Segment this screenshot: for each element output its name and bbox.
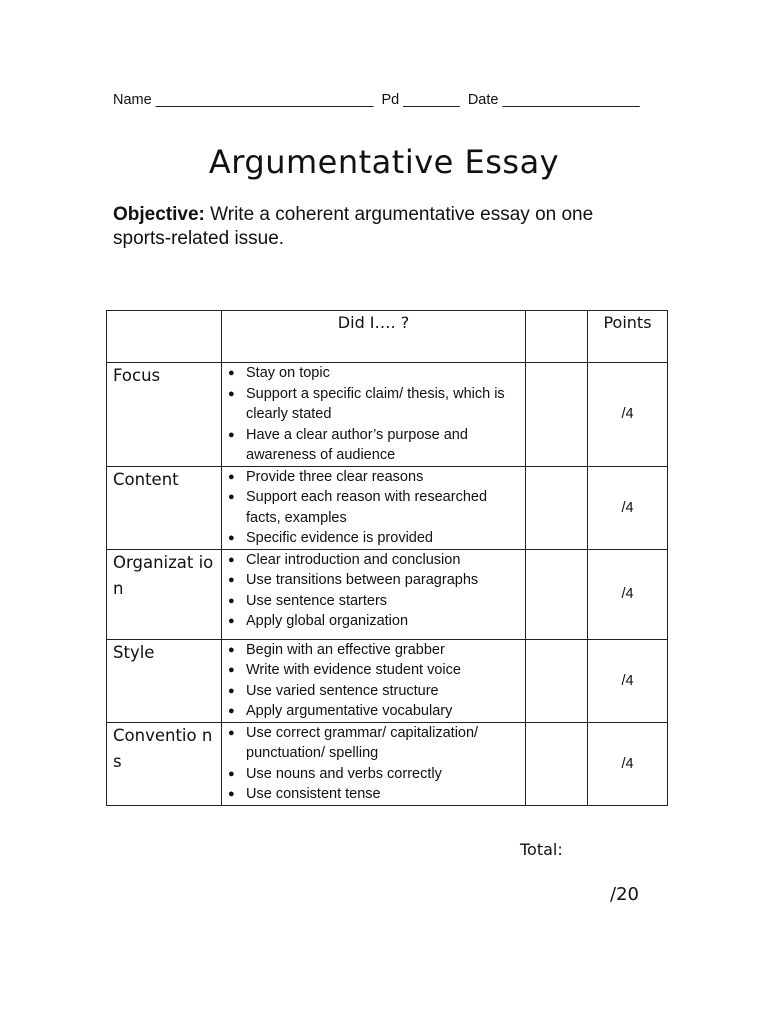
rubric-table [106, 310, 668, 806]
category-content: Content [107, 466, 222, 549]
total-value[interactable]: /20 [610, 884, 639, 905]
blank-cell [526, 466, 588, 549]
criteria-cell [222, 549, 526, 639]
list-item: ● Begin with an effective grabber [222, 640, 525, 661]
date-label: Date [467, 92, 499, 108]
list-item: ● Specific evidence is provided [222, 528, 525, 549]
criteria-cell [222, 363, 526, 467]
list-item: ● Apply global organization [222, 611, 525, 632]
category-focus: Focus [107, 363, 222, 467]
criteria-cell [222, 722, 526, 805]
category-style: Style [107, 639, 222, 722]
date-blank[interactable]: _________________ [502, 92, 640, 108]
objective [113, 203, 653, 251]
list-item: ● Write with evidence student voice [222, 660, 525, 681]
blank-cell [526, 639, 588, 722]
pd-label: Pd [381, 92, 400, 108]
student-info-line [113, 92, 640, 108]
blank-cell [526, 363, 588, 467]
points-cell[interactable]: /4 [588, 363, 668, 467]
total-label: Total: [520, 840, 563, 859]
header-cell-blank [107, 311, 222, 363]
table-row [107, 363, 668, 467]
table-row [107, 466, 668, 549]
criteria-list [222, 640, 525, 722]
list-item: ● Use sentence starters [222, 591, 525, 612]
objective-label: Objective: [113, 204, 205, 225]
header-cell-extra [526, 311, 588, 363]
list-item: ● Stay on topic [222, 363, 525, 384]
objective-text: Write a coherent argumentative essay on one sports-related issue. [113, 204, 594, 249]
list-item: ● Provide three clear reasons [222, 467, 525, 488]
table-row [107, 639, 668, 722]
list-item: ● Clear introduction and conclusion [222, 550, 525, 571]
page-title: Argumentative Essay [208, 143, 560, 181]
table-header-row [107, 311, 668, 363]
list-item: ● Use correct grammar/ capitalization/ punctuation/ spelling [222, 723, 525, 764]
criteria-cell [222, 639, 526, 722]
list-item: ● Support each reason with researched facts, examples [222, 487, 525, 528]
category-organization: Organizat ion [107, 549, 222, 639]
table-row [107, 549, 668, 639]
list-item: ● Use transitions between paragraphs [222, 570, 525, 591]
criteria-list [222, 723, 525, 805]
list-item: ● Apply argumentative vocabulary [222, 701, 525, 722]
header-did-i: Did I…. ? [222, 311, 526, 363]
points-cell[interactable]: /4 [588, 549, 668, 639]
header-points: Points [588, 311, 668, 363]
points-cell[interactable]: /4 [588, 466, 668, 549]
pd-blank[interactable]: _______ [403, 92, 460, 108]
table-row [107, 722, 668, 805]
list-item: ● Support a specific claim/ thesis, which is clearly stated [222, 384, 525, 425]
list-item: ● Have a clear author’s purpose and awareness of audience [222, 425, 525, 466]
points-cell[interactable]: /4 [588, 722, 668, 805]
name-label: Name [113, 92, 152, 108]
points-cell[interactable]: /4 [588, 639, 668, 722]
list-item: ● Use consistent tense [222, 784, 525, 805]
blank-cell [526, 549, 588, 639]
criteria-list [222, 467, 525, 549]
category-conventions: Conventio ns [107, 722, 222, 805]
name-blank[interactable]: ___________________________ [155, 92, 374, 108]
list-item: ● Use nouns and verbs correctly [222, 764, 525, 785]
criteria-list [222, 550, 525, 632]
blank-cell [526, 722, 588, 805]
list-item: ● Use varied sentence structure [222, 681, 525, 702]
criteria-cell [222, 466, 526, 549]
criteria-list [222, 363, 525, 466]
